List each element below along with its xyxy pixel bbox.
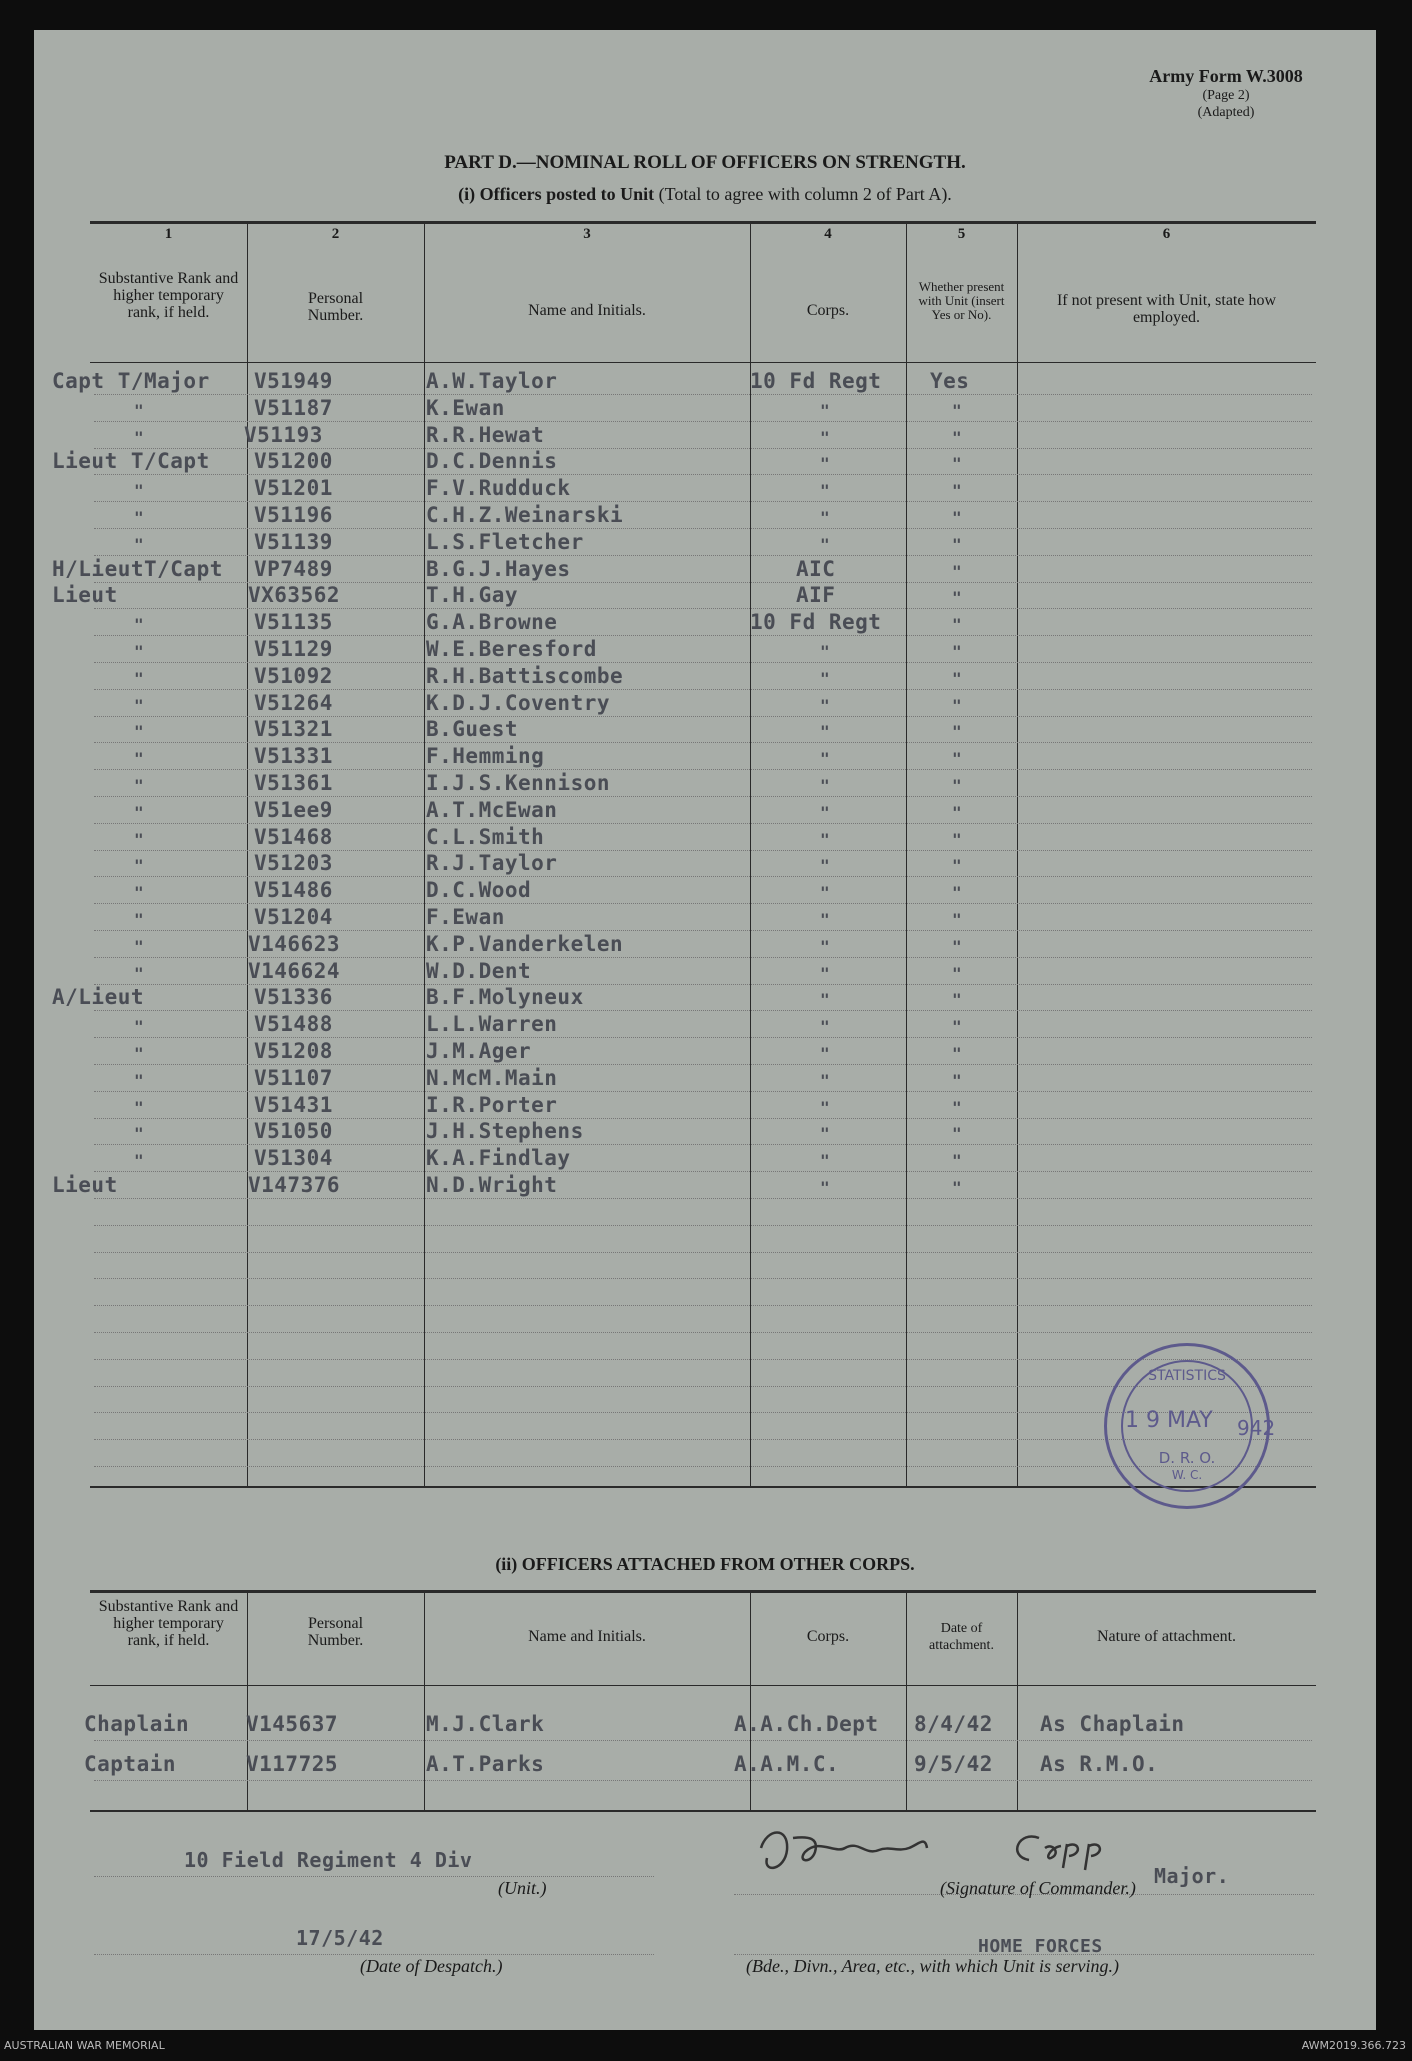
present-cell: " xyxy=(952,749,962,769)
rank-cell: Lieut xyxy=(52,1173,118,1197)
present-cell: " xyxy=(952,695,962,715)
ruled-line xyxy=(94,850,1312,851)
ruled-line xyxy=(94,876,1312,877)
table-row xyxy=(34,556,1376,583)
table-row xyxy=(34,824,1376,851)
table-row xyxy=(34,690,1376,717)
table-row xyxy=(34,663,1376,690)
name-cell: K.Ewan xyxy=(426,395,505,420)
rank-cell: " xyxy=(134,615,144,635)
corps-cell: " xyxy=(820,481,830,501)
corps-cell: " xyxy=(820,749,830,769)
personal-number-cell: V51204 xyxy=(254,905,333,929)
present-cell: " xyxy=(952,642,962,661)
attached-nature-cell: As R.M.O. xyxy=(1040,1752,1159,1776)
table-row xyxy=(34,1038,1376,1065)
table-row xyxy=(34,422,1376,449)
ruled-line xyxy=(94,555,1312,556)
rank-cell: " xyxy=(134,427,144,447)
form-title: Army Form W.3008 xyxy=(1149,66,1303,86)
personal-number-cell: V51187 xyxy=(254,395,333,420)
table-row xyxy=(34,850,1376,877)
present-cell: " xyxy=(952,588,962,608)
table-row xyxy=(34,877,1376,904)
attached-name-cell: M.J.Clark xyxy=(426,1712,545,1736)
rank-cell: " xyxy=(134,1017,144,1037)
ruled-line xyxy=(94,716,1312,717)
personal-number-cell: V51331 xyxy=(254,744,333,769)
corps-cell: " xyxy=(820,1097,830,1117)
personal-number-cell: V51193 xyxy=(244,422,323,447)
ruled-line xyxy=(94,742,1312,743)
name-cell: R.J.Taylor xyxy=(426,851,558,876)
unit-caption: (Unit.) xyxy=(498,1878,547,1898)
archive-credit-right: AWM2019.366.723 xyxy=(1301,2039,1406,2052)
name-cell: K.D.J.Coventry xyxy=(426,690,611,715)
present-cell: " xyxy=(952,856,962,876)
rank-cell: " xyxy=(134,1151,144,1171)
corps-cell: " xyxy=(820,1124,830,1144)
corps-cell: " xyxy=(820,856,830,876)
attached-nature-cell: As Chaplain xyxy=(1040,1712,1185,1736)
corps-cell: " xyxy=(820,400,830,420)
att-head-date: Date of attachment. xyxy=(929,1621,994,1653)
att-head-number: Personal Number. xyxy=(307,1615,364,1649)
stamp-sub: W. C. xyxy=(1171,1468,1203,1482)
name-cell: R.H.Battiscombe xyxy=(426,663,624,688)
part-subtitle xyxy=(34,184,1376,205)
table-row xyxy=(34,1118,1376,1145)
ruled-line xyxy=(94,1171,1312,1172)
commander-rank: Major. xyxy=(1154,1864,1230,1888)
ruled-line xyxy=(94,1198,1312,1199)
present-cell: " xyxy=(952,722,962,742)
rank-cell: A/Lieut xyxy=(52,985,145,1010)
present-cell: " xyxy=(952,508,962,527)
rank-cell: " xyxy=(134,1124,144,1144)
corps-cell: " xyxy=(820,454,830,474)
col-num-5: 5 xyxy=(957,226,966,242)
table-row xyxy=(34,475,1376,502)
corps-cell: " xyxy=(820,642,830,661)
rank-cell: Lieut xyxy=(52,583,118,608)
attached-header-rule xyxy=(90,1685,1316,1686)
table-row xyxy=(34,770,1376,797)
table-row xyxy=(34,743,1376,770)
present-cell: " xyxy=(952,561,962,581)
table-row xyxy=(34,448,1376,475)
attached-name-cell: A.T.Parks xyxy=(426,1752,545,1776)
personal-number-cell: V51336 xyxy=(254,985,333,1010)
ruled-line xyxy=(94,608,1312,609)
ruled-line xyxy=(94,930,1312,931)
present-cell: " xyxy=(952,615,962,635)
col-head-corps: Corps. xyxy=(806,302,850,319)
unit-line xyxy=(94,1876,654,1877)
table-row xyxy=(34,716,1376,743)
col-num-4: 4 xyxy=(824,226,832,242)
rank-cell: " xyxy=(134,668,144,688)
name-cell: W.E.Beresford xyxy=(426,637,597,661)
personal-number-cell: V51203 xyxy=(254,851,333,876)
part-title: PART D.—NOMINAL ROLL OF OFFICERS ON STRENGTH. xyxy=(444,152,966,173)
present-cell: " xyxy=(952,776,962,795)
table-row xyxy=(34,368,1376,395)
unit-value: 10 Field Regiment 4 Div xyxy=(184,1848,473,1872)
attached-date-cell: 9/5/42 xyxy=(914,1752,993,1776)
rank-cell: " xyxy=(134,749,144,769)
col-head-number: Personal Number. xyxy=(307,290,364,324)
present-cell: " xyxy=(952,481,962,501)
corps-cell: " xyxy=(820,910,830,929)
stamp-top-text: STATISTICS xyxy=(1148,1368,1226,1384)
att-head-corps: Corps. xyxy=(806,1628,850,1645)
archive-credit-left: AUSTRALIAN WAR MEMORIAL xyxy=(4,2039,165,2052)
ruled-line xyxy=(94,528,1312,529)
table-row xyxy=(34,1011,1376,1038)
present-cell: " xyxy=(952,454,962,474)
subtitle-note: (Total to agree with column 2 of Part A). xyxy=(658,184,952,204)
name-cell: J.H.Stephens xyxy=(426,1119,584,1144)
attached-corps-cell: A.A.Ch.Dept xyxy=(734,1712,879,1736)
rank-cell: " xyxy=(134,936,144,956)
table-row xyxy=(34,1145,1376,1172)
ruled-line xyxy=(94,823,1312,824)
name-cell: K.P.Vanderkelen xyxy=(426,931,624,956)
ruled-line xyxy=(94,582,1312,583)
table-row xyxy=(34,1172,1376,1199)
personal-number-cell: V147376 xyxy=(248,1173,341,1197)
name-cell: A.W.Taylor xyxy=(426,369,558,393)
ruled-line xyxy=(94,1010,1312,1011)
corps-cell: " xyxy=(820,722,830,742)
ruled-line xyxy=(94,1252,1312,1253)
present-cell: " xyxy=(952,1151,962,1171)
table-row xyxy=(34,797,1376,824)
personal-number-cell: V51486 xyxy=(254,878,333,903)
name-cell: L.L.Warren xyxy=(426,1012,558,1037)
present-cell: " xyxy=(952,534,962,554)
att-head-nature: Nature of attachment. xyxy=(1096,1628,1237,1645)
corps-cell: 10 Fd Regt xyxy=(750,369,882,393)
form-page-number: (Page 2) xyxy=(1202,88,1250,103)
rank-cell: " xyxy=(134,1070,144,1090)
present-cell: " xyxy=(952,1124,962,1144)
present-cell: " xyxy=(952,1097,962,1117)
rank-cell: " xyxy=(134,802,144,822)
att-head-name: Name and Initials. xyxy=(528,1628,646,1645)
name-cell: F.Ewan xyxy=(426,905,505,929)
corps-cell: " xyxy=(820,1178,830,1197)
present-cell: " xyxy=(952,910,962,929)
corps-cell: " xyxy=(820,668,830,688)
table-row xyxy=(34,636,1376,663)
present-cell: " xyxy=(952,829,962,849)
attached-corps-cell: A.A.M.C. xyxy=(734,1752,840,1776)
present-cell: " xyxy=(952,990,962,1010)
corps-cell: " xyxy=(820,427,830,447)
name-cell: N.D.Wright xyxy=(426,1173,558,1197)
attached-rank-cell: Captain xyxy=(84,1752,177,1776)
ruled-line xyxy=(94,796,1312,797)
table-row xyxy=(34,609,1376,636)
name-cell: W.D.Dent xyxy=(426,958,532,983)
personal-number-cell: V51ee9 xyxy=(254,797,333,822)
ruled-line xyxy=(94,769,1312,770)
name-cell: G.A.Browne xyxy=(426,610,558,635)
ruled-line xyxy=(94,1359,1312,1360)
signature-caption: (Signature of Commander.) xyxy=(940,1878,1136,1898)
commander-signature xyxy=(749,1808,1169,1888)
col-num-2: 2 xyxy=(331,226,340,242)
name-cell: K.A.Findlay xyxy=(426,1146,571,1171)
rank-cell: " xyxy=(134,776,144,795)
corps-cell: " xyxy=(820,508,830,527)
name-cell: R.R.Hewat xyxy=(426,422,545,447)
ruled-line xyxy=(94,1780,1312,1781)
att-head-rank: Substantive Rank and higher temporary rank, if held. xyxy=(98,1598,239,1649)
personal-number-cell: V51050 xyxy=(254,1119,333,1144)
table-row xyxy=(34,1065,1376,1092)
personal-number-cell: V146624 xyxy=(248,958,341,983)
ruled-line xyxy=(94,1278,1312,1279)
personal-number-cell: V51196 xyxy=(254,503,333,527)
rank-cell: " xyxy=(134,1044,144,1063)
personal-number-cell: V51135 xyxy=(254,610,333,635)
col-num-3: 3 xyxy=(583,226,591,242)
present-cell: " xyxy=(952,936,962,956)
table-row xyxy=(34,904,1376,931)
name-cell: T.H.Gay xyxy=(426,583,519,608)
corps-cell: AIF xyxy=(796,583,836,608)
statistics-stamp xyxy=(1104,1343,1276,1509)
ruled-line xyxy=(94,1064,1312,1065)
name-cell: I.R.Porter xyxy=(426,1092,558,1117)
personal-number-cell: V51431 xyxy=(254,1092,333,1117)
rank-cell: " xyxy=(134,1097,144,1117)
rank-cell: " xyxy=(134,883,144,903)
stamp-year: 942 xyxy=(1237,1416,1276,1440)
stamp-office: D. R. O. xyxy=(1158,1449,1216,1467)
corps-cell: " xyxy=(820,1070,830,1090)
table-row xyxy=(34,958,1376,985)
corps-cell: " xyxy=(820,829,830,849)
present-cell: " xyxy=(952,963,962,983)
corps-cell: " xyxy=(820,534,830,554)
ruled-line xyxy=(94,1118,1312,1119)
corps-cell: " xyxy=(820,1044,830,1063)
table-row xyxy=(34,582,1376,609)
personal-number-cell: V51201 xyxy=(254,476,333,501)
present-cell: " xyxy=(952,427,962,447)
table-row xyxy=(34,931,1376,958)
attached-number-cell: V145637 xyxy=(246,1712,339,1736)
personal-number-cell: V51488 xyxy=(254,1012,333,1037)
rank-cell: " xyxy=(134,963,144,983)
present-cell: " xyxy=(952,802,962,822)
personal-number-cell: V51129 xyxy=(254,637,333,661)
corps-cell: " xyxy=(820,990,830,1010)
table-row xyxy=(34,1092,1376,1119)
present-cell: " xyxy=(952,1070,962,1090)
table-row xyxy=(34,395,1376,422)
name-cell: B.G.J.Hayes xyxy=(426,556,571,581)
ruled-line xyxy=(94,1740,1312,1741)
name-cell: N.McM.Main xyxy=(426,1065,558,1090)
ruled-line xyxy=(94,1144,1312,1145)
col-head-employed: If not present with Unit, state how employed. xyxy=(1056,292,1277,326)
ruled-line xyxy=(94,689,1312,690)
personal-number-cell: VP7489 xyxy=(254,556,333,581)
name-cell: L.S.Fletcher xyxy=(426,529,584,554)
present-cell: " xyxy=(952,1017,962,1037)
col-head-rank: Substantive Rank and higher temporary rank, if held. xyxy=(98,270,239,321)
personal-number-cell: V51264 xyxy=(254,690,333,715)
form-adapted: (Adapted) xyxy=(1197,105,1255,120)
personal-number-cell: V146623 xyxy=(248,931,341,956)
col-head-present: Whether present with Unit (insert Yes or No). xyxy=(918,279,1005,322)
personal-number-cell: V51107 xyxy=(254,1065,333,1090)
ruled-line xyxy=(94,635,1312,636)
personal-number-cell: V51139 xyxy=(254,529,333,554)
ruled-line xyxy=(94,501,1312,502)
despatch-date-value: 17/5/42 xyxy=(296,1926,384,1950)
attached-date-cell: 8/4/42 xyxy=(914,1712,993,1736)
rank-cell: H/LieutT/Capt xyxy=(52,556,223,581)
area-caption: (Bde., Divn., Area, etc., with which Unit is serving.) xyxy=(746,1956,1119,1976)
personal-number-cell: V51208 xyxy=(254,1039,333,1063)
area-line xyxy=(734,1954,1314,1955)
table-row xyxy=(34,984,1376,1011)
corps-cell: " xyxy=(820,1017,830,1037)
personal-number-cell: V51468 xyxy=(254,824,333,849)
ruled-line xyxy=(94,662,1312,663)
table-header-rule xyxy=(90,362,1316,363)
name-cell: I.J.S.Kennison xyxy=(426,771,611,795)
table-row xyxy=(34,502,1376,529)
part-ii-title: (ii) OFFICERS ATTACHED FROM OTHER CORPS. xyxy=(495,1554,915,1574)
corps-cell: " xyxy=(820,776,830,795)
subtitle-bold: (i) Officers posted to Unit xyxy=(458,184,655,204)
stamp-date: 1 9 MAY xyxy=(1125,1408,1213,1433)
rank-cell: " xyxy=(134,534,144,554)
name-cell: A.T.McEwan xyxy=(426,797,558,822)
corps-cell: 10 Fd Regt xyxy=(750,610,882,635)
name-cell: B.F.Molyneux xyxy=(426,985,584,1010)
personal-number-cell: VX63562 xyxy=(248,583,341,608)
rank-cell: " xyxy=(134,695,144,715)
corps-cell: " xyxy=(820,936,830,956)
col-head-name: Name and Initials. xyxy=(528,302,646,319)
corps-cell: " xyxy=(820,695,830,715)
present-cell: " xyxy=(952,1178,962,1197)
ruled-line xyxy=(94,1305,1312,1306)
attached-number-cell: V117725 xyxy=(246,1752,339,1776)
ruled-line xyxy=(94,1037,1312,1038)
form-page xyxy=(34,30,1376,2030)
date-caption: (Date of Despatch.) xyxy=(360,1956,503,1976)
name-cell: C.H.Z.Weinarski xyxy=(426,503,624,527)
corps-cell: " xyxy=(820,802,830,822)
ruled-line xyxy=(94,448,1312,449)
rank-cell: " xyxy=(134,400,144,420)
rank-cell: " xyxy=(134,722,144,742)
present-cell: " xyxy=(952,400,962,420)
attached-rank-cell: Chaplain xyxy=(84,1712,190,1736)
ruled-line xyxy=(94,1091,1312,1092)
ruled-line xyxy=(94,984,1312,985)
rank-cell: " xyxy=(134,508,144,527)
present-cell: " xyxy=(952,883,962,903)
rank-cell: " xyxy=(134,910,144,929)
attached-top-rule xyxy=(90,1590,1316,1593)
name-cell: J.M.Ager xyxy=(426,1039,532,1063)
rank-cell: " xyxy=(134,481,144,501)
personal-number-cell: V51321 xyxy=(254,717,333,742)
present-cell: " xyxy=(952,668,962,688)
rank-cell: Capt T/Major xyxy=(52,369,210,393)
name-cell: D.C.Wood xyxy=(426,878,532,903)
corps-cell: " xyxy=(820,963,830,983)
ruled-line xyxy=(94,1332,1312,1333)
name-cell: D.C.Dennis xyxy=(426,449,558,474)
name-cell: C.L.Smith xyxy=(426,824,545,849)
rank-cell: Lieut T/Capt xyxy=(52,449,210,474)
ruled-line xyxy=(94,903,1312,904)
table-top-rule xyxy=(90,221,1316,224)
area-value: HOME FORCES xyxy=(978,1936,1103,1957)
ruled-line xyxy=(94,394,1312,395)
personal-number-cell: V51361 xyxy=(254,771,333,795)
table-row xyxy=(34,529,1376,556)
personal-number-cell: V51949 xyxy=(254,369,333,393)
personal-number-cell: V51304 xyxy=(254,1146,333,1171)
present-cell: " xyxy=(952,1044,962,1063)
rank-cell: " xyxy=(134,856,144,876)
ruled-line xyxy=(94,421,1312,422)
name-cell: F.V.Rudduck xyxy=(426,476,571,501)
name-cell: B.Guest xyxy=(426,717,519,742)
ruled-line xyxy=(94,957,1312,958)
ruled-line xyxy=(94,1225,1312,1226)
corps-cell: " xyxy=(820,1151,830,1171)
personal-number-cell: V51092 xyxy=(254,663,333,688)
present-cell: Yes xyxy=(930,369,970,393)
col-num-1: 1 xyxy=(164,226,173,242)
corps-cell: " xyxy=(820,883,830,903)
personal-number-cell: V51200 xyxy=(254,449,333,474)
corps-cell: AIC xyxy=(796,556,836,581)
ruled-line xyxy=(94,474,1312,475)
rank-cell: " xyxy=(134,642,144,661)
rank-cell: " xyxy=(134,829,144,849)
date-line xyxy=(94,1954,654,1955)
name-cell: F.Hemming xyxy=(426,744,545,769)
col-num-6: 6 xyxy=(1162,226,1171,242)
